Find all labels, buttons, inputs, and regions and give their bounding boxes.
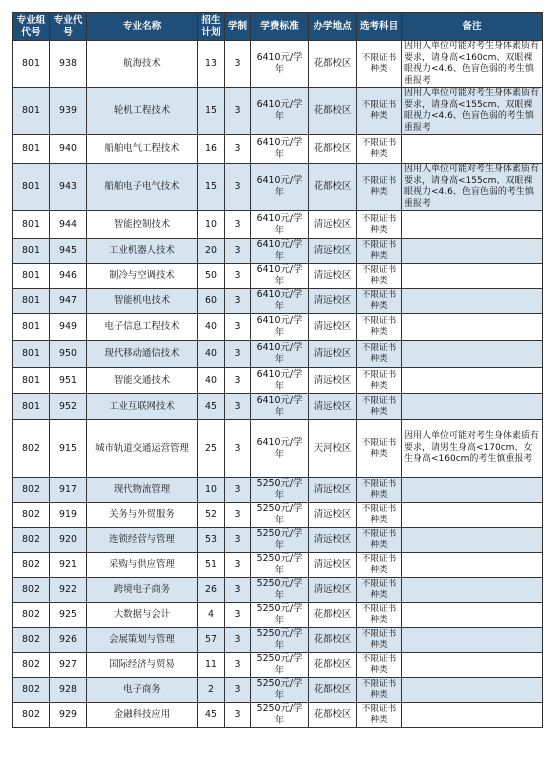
plan-cell: 15 <box>198 164 225 211</box>
campus-cell: 花都校区 <box>309 88 357 135</box>
note-cell: 因用人单位可能对考生身体素质有要求，请身高<155cm、双眼裸眼视力<4.6、色盲色弱的考生慎重报考 <box>402 88 543 135</box>
table-row <box>13 503 543 528</box>
note-cell <box>402 211 543 239</box>
fee-cell: 6410元/学年 <box>251 211 309 239</box>
years-cell: 3 <box>225 135 251 164</box>
note-cell <box>402 528 543 553</box>
fee-cell: 6410元/学年 <box>251 289 309 314</box>
major-code-cell: 952 <box>50 394 87 420</box>
plan-cell: 57 <box>198 628 225 653</box>
group-code-cell: 801 <box>13 264 50 289</box>
group-code-cell: 802 <box>13 678 50 703</box>
campus-cell: 花都校区 <box>309 603 357 628</box>
subject-cell: 不限证书种类 <box>357 88 402 135</box>
fee-cell: 5250元/学年 <box>251 578 309 603</box>
years-cell: 3 <box>225 678 251 703</box>
campus-cell: 清远校区 <box>309 394 357 420</box>
group-code-cell: 801 <box>13 368 50 394</box>
fee-cell: 6410元/学年 <box>251 420 309 478</box>
subject-cell: 不限证书种类 <box>357 603 402 628</box>
major-code-cell: 926 <box>50 628 87 653</box>
group-code-cell: 801 <box>13 394 50 420</box>
header-plan: 招生计划 <box>198 13 225 41</box>
group-code-cell: 802 <box>13 503 50 528</box>
note-cell <box>402 653 543 678</box>
note-cell <box>402 368 543 394</box>
years-cell: 3 <box>225 628 251 653</box>
plan-cell: 51 <box>198 553 225 578</box>
years-cell: 3 <box>225 264 251 289</box>
table-row <box>13 553 543 578</box>
group-code-cell: 802 <box>13 578 50 603</box>
note-cell <box>402 289 543 314</box>
major-code-cell: 938 <box>50 41 87 88</box>
subject-cell: 不限证书种类 <box>357 41 402 88</box>
table-row <box>13 88 543 135</box>
group-code-cell: 802 <box>13 528 50 553</box>
campus-cell: 花都校区 <box>309 653 357 678</box>
group-code-cell: 802 <box>13 420 50 478</box>
plan-cell: 25 <box>198 420 225 478</box>
enrollment-table <box>12 12 543 728</box>
campus-cell: 花都校区 <box>309 678 357 703</box>
major-name-cell: 智能机电技术 <box>87 289 198 314</box>
major-name-cell: 工业机器人技术 <box>87 239 198 264</box>
major-code-cell: 921 <box>50 553 87 578</box>
campus-cell: 天河校区 <box>309 420 357 478</box>
years-cell: 3 <box>225 420 251 478</box>
major-code-cell: 945 <box>50 239 87 264</box>
table-row <box>13 341 543 368</box>
subject-cell: 不限证书种类 <box>357 314 402 341</box>
subject-cell: 不限证书种类 <box>357 211 402 239</box>
header-note: 备注 <box>402 13 543 41</box>
header-subject: 选考科目 <box>357 13 402 41</box>
plan-cell: 50 <box>198 264 225 289</box>
fee-cell: 5250元/学年 <box>251 503 309 528</box>
note-cell <box>402 264 543 289</box>
fee-cell: 6410元/学年 <box>251 341 309 368</box>
fee-cell: 5250元/学年 <box>251 653 309 678</box>
header-fee: 学费标准 <box>251 13 309 41</box>
campus-cell: 花都校区 <box>309 41 357 88</box>
major-code-cell: 949 <box>50 314 87 341</box>
campus-cell: 清远校区 <box>309 239 357 264</box>
table-row <box>13 289 543 314</box>
major-name-cell: 连锁经营与管理 <box>87 528 198 553</box>
table-row <box>13 528 543 553</box>
group-code-cell: 802 <box>13 553 50 578</box>
plan-cell: 4 <box>198 603 225 628</box>
campus-cell: 花都校区 <box>309 703 357 728</box>
subject-cell: 不限证书种类 <box>357 368 402 394</box>
group-code-cell: 801 <box>13 314 50 341</box>
campus-cell: 清远校区 <box>309 478 357 503</box>
note-cell <box>402 553 543 578</box>
header-years: 学制 <box>225 13 251 41</box>
plan-cell: 16 <box>198 135 225 164</box>
table-row <box>13 41 543 88</box>
major-name-cell: 航海技术 <box>87 41 198 88</box>
group-code-cell: 802 <box>13 478 50 503</box>
fee-cell: 6410元/学年 <box>251 88 309 135</box>
fee-cell: 5250元/学年 <box>251 703 309 728</box>
campus-cell: 花都校区 <box>309 135 357 164</box>
campus-cell: 清远校区 <box>309 553 357 578</box>
note-cell <box>402 603 543 628</box>
group-code-cell: 801 <box>13 239 50 264</box>
table-row <box>13 578 543 603</box>
plan-cell: 53 <box>198 528 225 553</box>
major-code-cell: 925 <box>50 603 87 628</box>
group-code-cell: 802 <box>13 603 50 628</box>
years-cell: 3 <box>225 368 251 394</box>
group-code-cell: 802 <box>13 628 50 653</box>
years-cell: 3 <box>225 703 251 728</box>
major-name-cell: 智能控制技术 <box>87 211 198 239</box>
subject-cell: 不限证书种类 <box>357 420 402 478</box>
major-code-cell: 944 <box>50 211 87 239</box>
subject-cell: 不限证书种类 <box>357 503 402 528</box>
plan-cell: 52 <box>198 503 225 528</box>
years-cell: 3 <box>225 503 251 528</box>
major-code-cell: 946 <box>50 264 87 289</box>
table-header-row <box>13 13 543 41</box>
header-group-code: 专业组代号 <box>13 13 50 41</box>
years-cell: 3 <box>225 341 251 368</box>
note-cell <box>402 239 543 264</box>
note-cell: 因用人单位可能对考生身体素质有要求，请身高<155cm、双眼裸眼视力<4.6、色盲色弱的考生慎重报考 <box>402 164 543 211</box>
campus-cell: 清远校区 <box>309 503 357 528</box>
group-code-cell: 801 <box>13 135 50 164</box>
major-name-cell: 国际经济与贸易 <box>87 653 198 678</box>
subject-cell: 不限证书种类 <box>357 239 402 264</box>
plan-cell: 45 <box>198 394 225 420</box>
subject-cell: 不限证书种类 <box>357 578 402 603</box>
plan-cell: 10 <box>198 478 225 503</box>
group-code-cell: 801 <box>13 341 50 368</box>
major-code-cell: 927 <box>50 653 87 678</box>
major-code-cell: 922 <box>50 578 87 603</box>
years-cell: 3 <box>225 603 251 628</box>
note-cell <box>402 341 543 368</box>
note-cell: 因用人单位可能对考生身体素质有要求，请男生身高<170cm、女生身高<160cm的考生慎重报考 <box>402 420 543 478</box>
fee-cell: 6410元/学年 <box>251 135 309 164</box>
major-name-cell: 采购与供应管理 <box>87 553 198 578</box>
subject-cell: 不限证书种类 <box>357 628 402 653</box>
major-code-cell: 917 <box>50 478 87 503</box>
years-cell: 3 <box>225 239 251 264</box>
fee-cell: 5250元/学年 <box>251 628 309 653</box>
header-campus: 办学地点 <box>309 13 357 41</box>
table-row <box>13 603 543 628</box>
table-row <box>13 703 543 728</box>
major-code-cell: 950 <box>50 341 87 368</box>
campus-cell: 清远校区 <box>309 211 357 239</box>
table-row <box>13 628 543 653</box>
years-cell: 3 <box>225 553 251 578</box>
table-body <box>13 41 543 728</box>
major-name-cell: 船舶电气工程技术 <box>87 135 198 164</box>
fee-cell: 6410元/学年 <box>251 164 309 211</box>
table-row <box>13 368 543 394</box>
plan-cell: 40 <box>198 314 225 341</box>
major-code-cell: 943 <box>50 164 87 211</box>
years-cell: 3 <box>225 41 251 88</box>
group-code-cell: 802 <box>13 653 50 678</box>
plan-cell: 45 <box>198 703 225 728</box>
major-code-cell: 929 <box>50 703 87 728</box>
subject-cell: 不限证书种类 <box>357 553 402 578</box>
table-row <box>13 314 543 341</box>
plan-cell: 10 <box>198 211 225 239</box>
campus-cell: 花都校区 <box>309 164 357 211</box>
campus-cell: 清远校区 <box>309 368 357 394</box>
major-name-cell: 制冷与空调技术 <box>87 264 198 289</box>
table-row <box>13 264 543 289</box>
major-name-cell: 会展策划与管理 <box>87 628 198 653</box>
fee-cell: 5250元/学年 <box>251 528 309 553</box>
major-name-cell: 工业互联网技术 <box>87 394 198 420</box>
table-row <box>13 135 543 164</box>
major-code-cell: 947 <box>50 289 87 314</box>
years-cell: 3 <box>225 211 251 239</box>
major-code-cell: 939 <box>50 88 87 135</box>
plan-cell: 40 <box>198 341 225 368</box>
years-cell: 3 <box>225 528 251 553</box>
table-row <box>13 420 543 478</box>
subject-cell: 不限证书种类 <box>357 341 402 368</box>
note-cell <box>402 394 543 420</box>
campus-cell: 花都校区 <box>309 628 357 653</box>
plan-cell: 60 <box>198 289 225 314</box>
plan-cell: 15 <box>198 88 225 135</box>
fee-cell: 6410元/学年 <box>251 314 309 341</box>
plan-cell: 13 <box>198 41 225 88</box>
major-name-cell: 电子信息工程技术 <box>87 314 198 341</box>
header-major-code: 专业代号 <box>50 13 87 41</box>
subject-cell: 不限证书种类 <box>357 164 402 211</box>
table-row <box>13 394 543 420</box>
major-name-cell: 智能交通技术 <box>87 368 198 394</box>
fee-cell: 6410元/学年 <box>251 264 309 289</box>
subject-cell: 不限证书种类 <box>357 289 402 314</box>
subject-cell: 不限证书种类 <box>357 135 402 164</box>
group-code-cell: 801 <box>13 164 50 211</box>
note-cell <box>402 678 543 703</box>
subject-cell: 不限证书种类 <box>357 264 402 289</box>
major-code-cell: 915 <box>50 420 87 478</box>
group-code-cell: 802 <box>13 703 50 728</box>
major-name-cell: 金融科技应用 <box>87 703 198 728</box>
major-name-cell: 跨境电子商务 <box>87 578 198 603</box>
note-cell <box>402 703 543 728</box>
campus-cell: 清远校区 <box>309 289 357 314</box>
major-code-cell: 920 <box>50 528 87 553</box>
group-code-cell: 801 <box>13 88 50 135</box>
fee-cell: 6410元/学年 <box>251 239 309 264</box>
major-code-cell: 919 <box>50 503 87 528</box>
group-code-cell: 801 <box>13 41 50 88</box>
fee-cell: 5250元/学年 <box>251 478 309 503</box>
major-name-cell: 现代移动通信技术 <box>87 341 198 368</box>
subject-cell: 不限证书种类 <box>357 478 402 503</box>
table-row <box>13 678 543 703</box>
major-name-cell: 大数据与会计 <box>87 603 198 628</box>
table-row <box>13 164 543 211</box>
campus-cell: 清远校区 <box>309 578 357 603</box>
subject-cell: 不限证书种类 <box>357 528 402 553</box>
campus-cell: 清远校区 <box>309 528 357 553</box>
note-cell <box>402 314 543 341</box>
campus-cell: 清远校区 <box>309 314 357 341</box>
enrollment-table-sheet <box>12 12 542 728</box>
major-name-cell: 城市轨道交通运营管理 <box>87 420 198 478</box>
table-row <box>13 653 543 678</box>
years-cell: 3 <box>225 88 251 135</box>
years-cell: 3 <box>225 164 251 211</box>
major-code-cell: 951 <box>50 368 87 394</box>
major-name-cell: 关务与外贸服务 <box>87 503 198 528</box>
campus-cell: 清远校区 <box>309 341 357 368</box>
fee-cell: 5250元/学年 <box>251 603 309 628</box>
subject-cell: 不限证书种类 <box>357 394 402 420</box>
subject-cell: 不限证书种类 <box>357 653 402 678</box>
header-major-name: 专业名称 <box>87 13 198 41</box>
years-cell: 3 <box>225 314 251 341</box>
note-cell <box>402 578 543 603</box>
note-cell <box>402 478 543 503</box>
fee-cell: 6410元/学年 <box>251 394 309 420</box>
years-cell: 3 <box>225 653 251 678</box>
plan-cell: 2 <box>198 678 225 703</box>
fee-cell: 6410元/学年 <box>251 368 309 394</box>
years-cell: 3 <box>225 578 251 603</box>
major-name-cell: 电子商务 <box>87 678 198 703</box>
major-code-cell: 928 <box>50 678 87 703</box>
plan-cell: 26 <box>198 578 225 603</box>
years-cell: 3 <box>225 289 251 314</box>
note-cell: 因用人单位可能对考生身体素质有要求，请身高<160cm、双眼裸眼视力<4.6、色盲色弱的考生慎重报考 <box>402 41 543 88</box>
table-row <box>13 239 543 264</box>
note-cell <box>402 503 543 528</box>
subject-cell: 不限证书种类 <box>357 678 402 703</box>
note-cell <box>402 135 543 164</box>
plan-cell: 20 <box>198 239 225 264</box>
major-code-cell: 940 <box>50 135 87 164</box>
fee-cell: 5250元/学年 <box>251 553 309 578</box>
major-name-cell: 船舶电子电气技术 <box>87 164 198 211</box>
table-row <box>13 211 543 239</box>
subject-cell: 不限证书种类 <box>357 703 402 728</box>
major-name-cell: 现代物流管理 <box>87 478 198 503</box>
major-name-cell: 轮机工程技术 <box>87 88 198 135</box>
note-cell <box>402 628 543 653</box>
group-code-cell: 801 <box>13 289 50 314</box>
fee-cell: 6410元/学年 <box>251 41 309 88</box>
plan-cell: 40 <box>198 368 225 394</box>
campus-cell: 清远校区 <box>309 264 357 289</box>
fee-cell: 5250元/学年 <box>251 678 309 703</box>
years-cell: 3 <box>225 478 251 503</box>
years-cell: 3 <box>225 394 251 420</box>
group-code-cell: 801 <box>13 211 50 239</box>
plan-cell: 11 <box>198 653 225 678</box>
table-row <box>13 478 543 503</box>
